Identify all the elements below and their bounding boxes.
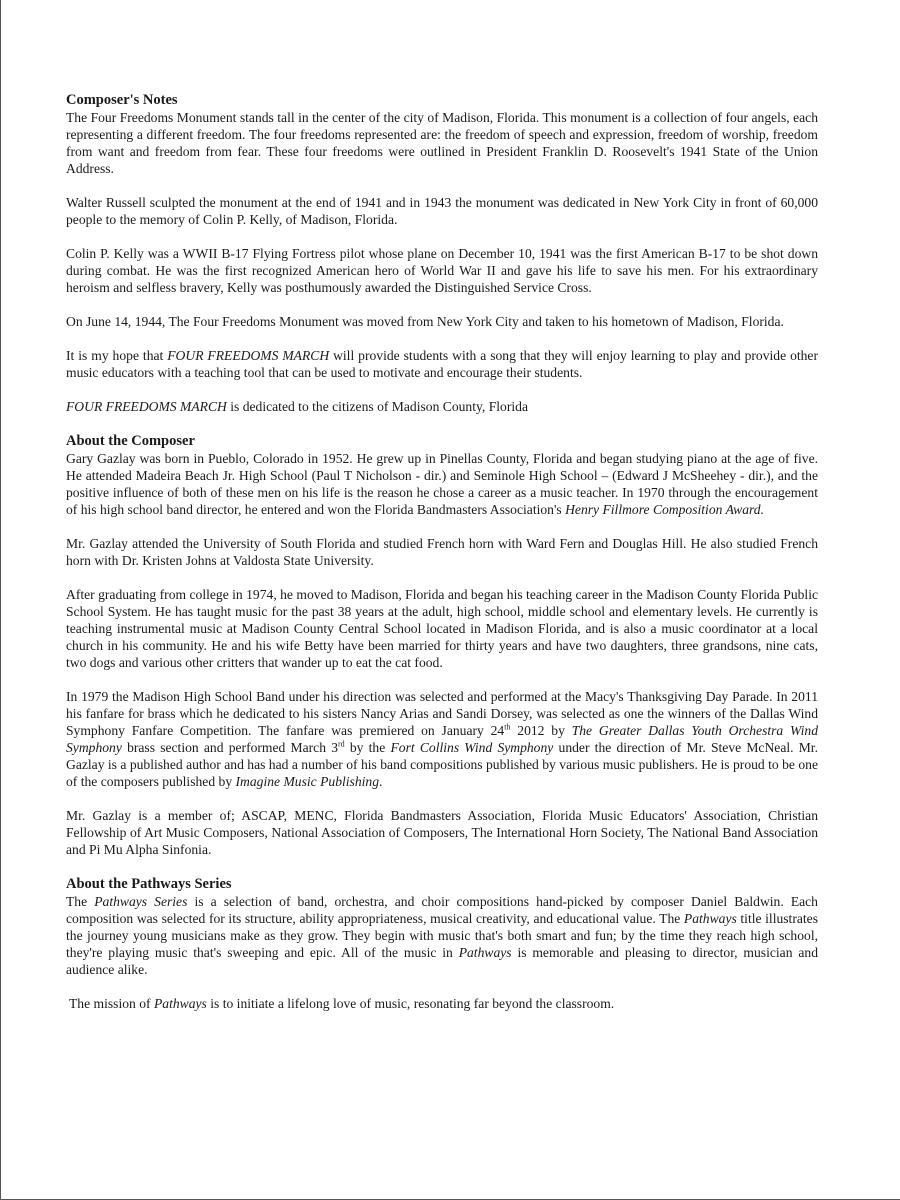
- piece-title: FOUR FREEDOMS MARCH: [66, 399, 227, 414]
- about-composer-paragraph: Mr. Gazlay attended the University of South Florida and studied French horn with Ward Fern and Douglas Hill. He also studied French horn with Dr. Kristen Johns at Valdosta State University.: [66, 536, 818, 568]
- series-name: Pathways Series: [94, 894, 188, 909]
- text-run: is to initiate a lifelong love of music, resonating far beyond the classroom.: [206, 996, 615, 1011]
- composers-notes-heading: Composer's Notes: [66, 92, 178, 108]
- pathways-mission: [66, 995, 818, 1012]
- about-composer-paragraph: Mr. Gazlay is a member of; ASCAP, MENC, Florida Bandmasters Association, Florida Music Educators' Association, Christian Fellowship of Art Music Composers, National Association of Composers, The International Horn Society, The National Band Association and Pi Mu Alpha Sinfonia.: [66, 808, 818, 857]
- text-run: under the direction of Mr. Steve McNeal. Mr. Gazlay is a published author and has had a number of his band compositions published by various music publishers. He is proud to be one of the composers published by: [66, 740, 818, 789]
- about-composer-paragraph: [66, 688, 818, 790]
- publisher-name: Imagine Music Publishing: [235, 774, 380, 789]
- text-run: will provide students with a song that they will enjoy learning to play and provide other music educators with a teaching tool that can be used to motivate and encourage their students.: [66, 348, 818, 380]
- composers-notes-paragraph: Colin P. Kelly was a WWII B-17 Flying Fortress pilot whose plane on December 10, 1941 was the first American B-17 to be shot down during combat. He was the first recognized American hero of World War II and gave his life to save his men. For his extraordinary heroism and selfless bravery, Kelly was posthumously awarded the Distinguished Service Cross.: [66, 246, 818, 295]
- text-run: In 1979 the Madison High School Band under his direction was selected and performed at the Macy's Thanksgiving Day Parade. In 2011 his fanfare for brass which he dedicated to his sisters Nancy Arias and Sandi Dorsey, was selected as one the winners of the Dallas Wind Symphony Fanfare Competition. The fanfare was premiered on January 24: [66, 689, 818, 738]
- text-run: The: [66, 894, 95, 909]
- text-run: by the: [344, 740, 391, 755]
- pathways-paragraph: [66, 893, 818, 978]
- ordinal-suffix: rd: [338, 739, 345, 749]
- piece-title: FOUR FREEDOMS MARCH: [167, 348, 330, 363]
- text-run: It is my hope that: [66, 348, 168, 363]
- series-name: Pathways: [153, 996, 207, 1011]
- composers-notes-paragraph: [66, 347, 818, 381]
- award-title: Henry Fillmore Composition Award.: [565, 502, 764, 517]
- ensemble-name: Fort Collins Wind Symphony: [390, 740, 554, 755]
- pathways-heading: About the Pathways Series: [66, 876, 232, 892]
- text-run: is a selection of band, orchestra, and choir compositions hand-picked by composer Daniel Baldwin. Each composition was selected for its structure, ability appropriateness, musical creativity, and educational value. The: [66, 894, 818, 926]
- ensemble-name: The Greater Dallas Youth Orchestra Wind Symphony: [66, 723, 818, 755]
- text-run: 2012 by: [510, 723, 572, 738]
- about-composer-paragraph: After graduating from college in 1974, he moved to Madison, Florida and began his teaching career in the Madison County Florida Public School System. He has taught music for the past 38 years at the adult, high school, middle school and elementary levels. He currently is teaching instrumental music at Madison County Central School located in Madison Florida, and is also a music coordinator at a local church in his community. He and his wife Betty have been married for thirty years and have two daughters, three grandsons, nine cats, two dogs and various other critters that wander up to eat the cat food.: [66, 587, 818, 670]
- dedication-line: [66, 398, 818, 415]
- series-name: Pathways: [683, 911, 737, 926]
- pathways-section: [66, 876, 818, 1012]
- composers-notes-paragraph: The Four Freedoms Monument stands tall in the center of the city of Madison, Florida. This monument is a collection of four angels, each representing a different freedom. The four freedoms represented are: the freedom of speech and expression, freedom of worship, freedom from want and freedom from fear. These four freedoms were outlined in President Franklin D. Roosevelt's 1941 State of the Union Address.: [66, 110, 818, 176]
- ordinal-suffix: th: [504, 722, 511, 732]
- series-name: Pathways: [458, 945, 512, 960]
- about-composer-heading: About the Composer: [66, 433, 195, 449]
- about-composer-section: [66, 433, 818, 858]
- text-run: Gary Gazlay was born in Pueblo, Colorado in 1952. He grew up in Pinellas County, Florida and began studying piano at the age of five. He attended Madeira Beach Jr. High School (Paul T Nicholson - dir.) and Seminole High School – (Edward J McSheehey - dir.), and the positive influence of both of these men on his life is the reason he chose a career as a music teacher. In 1970 through the encouragement of his high school band director, he entered and won the Florida Bandmasters Association's: [66, 451, 818, 517]
- text-run: title illustrates the journey young musicians make as they grow. They begin with music that's both smart and fun; by the time they reach high school, they're playing music that's sweeping and epic. All of the music in: [66, 911, 818, 960]
- text-run: is dedicated to the citizens of Madison County, Florida: [226, 399, 528, 414]
- text-run: The mission of: [69, 996, 154, 1011]
- composers-notes-paragraph: Walter Russell sculpted the monument at the end of 1941 and in 1943 the monument was dedicated in New York City in front of 60,000 people to the memory of Colin P. Kelly, of Madison, Florida.: [66, 195, 818, 227]
- composers-notes-section: [66, 92, 818, 415]
- composers-notes-paragraph: On June 14, 1944, The Four Freedoms Monument was moved from New York City and taken to his hometown of Madison, Florida.: [66, 314, 784, 329]
- text-run: is memorable and pleasing to director, musician and audience alike.: [66, 945, 818, 977]
- document-body: [66, 92, 818, 1029]
- text-run: brass section and performed March 3: [121, 740, 338, 755]
- text-run: .: [379, 774, 383, 789]
- about-composer-paragraph: [66, 450, 818, 518]
